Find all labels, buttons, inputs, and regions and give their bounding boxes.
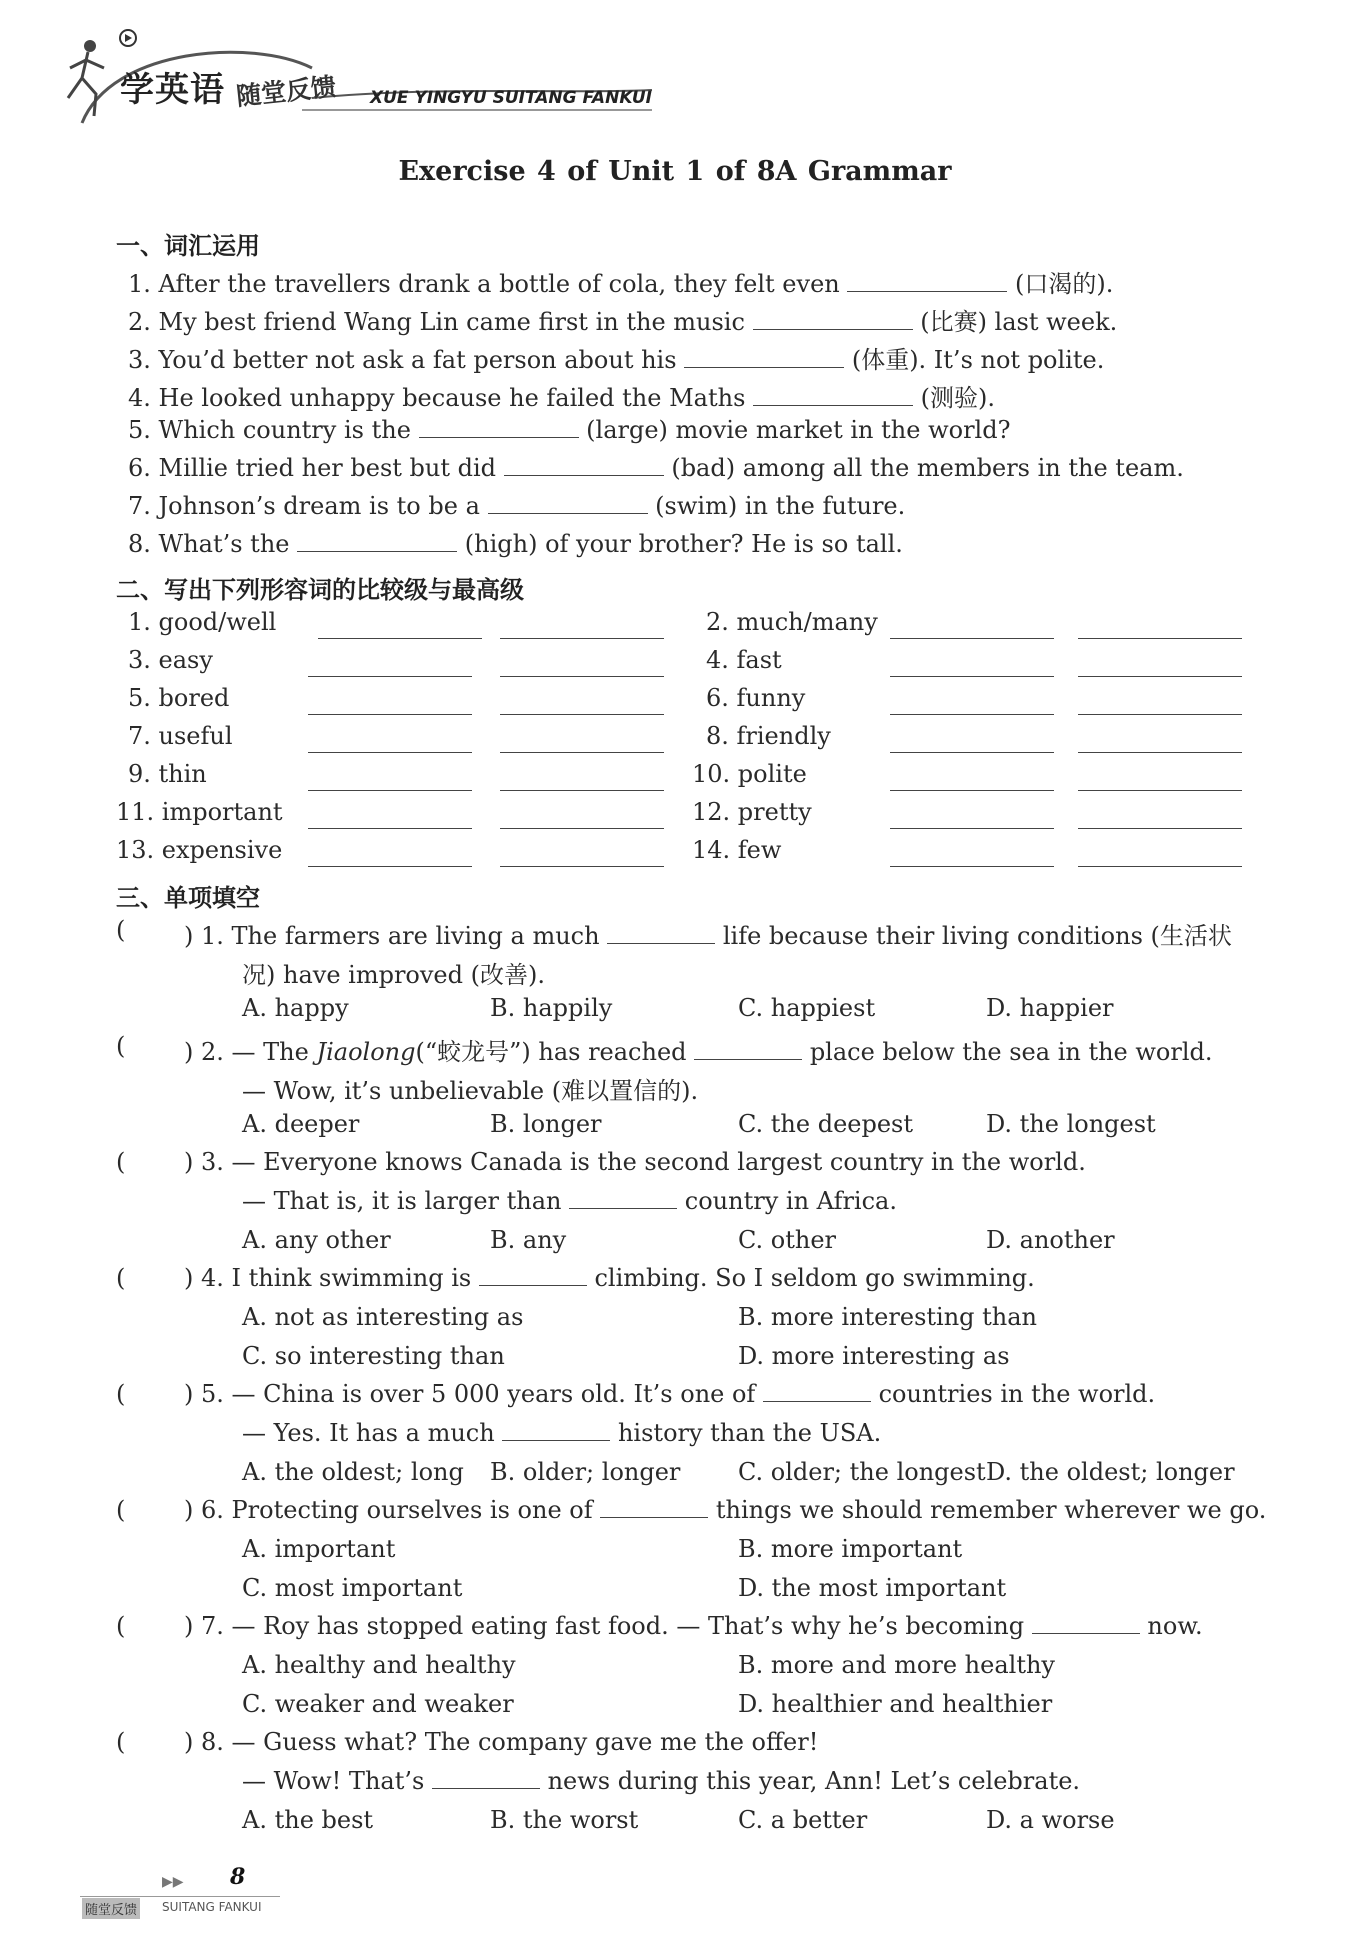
page-footer [80, 1862, 320, 1922]
option-b[interactable]: B. more and more healthy [738, 1651, 1055, 1679]
option-c[interactable]: C. so interesting than [242, 1342, 505, 1370]
answer-blank[interactable] [308, 827, 472, 829]
answer-paren[interactable]: ( [116, 916, 126, 944]
answer-blank[interactable] [763, 1381, 871, 1402]
option-d[interactable]: D. healthier and healthier [738, 1690, 1053, 1718]
vocab-item-4: 4. He looked unhappy because he failed the Maths (测验). [128, 384, 996, 412]
double-arrow-icon: ▶▶ [162, 1874, 184, 1890]
option-a[interactable]: A. any other [242, 1226, 391, 1254]
option-c[interactable]: C. happiest [738, 994, 876, 1022]
answer-blank[interactable] [694, 1039, 802, 1060]
answer-blank[interactable] [308, 789, 472, 791]
answer-blank[interactable] [500, 865, 664, 867]
answer-blank[interactable] [419, 417, 579, 438]
section3-heading: 三、单项填空 [116, 884, 260, 912]
answer-blank[interactable] [753, 309, 913, 330]
option-b[interactable]: B. the worst [490, 1806, 639, 1834]
page-title: Exercise 4 of Unit 1 of 8A Grammar [398, 156, 952, 187]
option-b[interactable]: B. any [490, 1226, 567, 1254]
vocab-item-3: 3. You’d better not ask a fat person about his (体重). It’s not polite. [128, 346, 1105, 374]
answer-blank[interactable] [890, 675, 1054, 677]
list-item: 14. few [692, 836, 782, 864]
page-number: 8 [230, 1864, 246, 1890]
answer-paren[interactable]: ( [116, 1496, 126, 1524]
option-c[interactable]: C. other [738, 1226, 836, 1254]
answer-blank[interactable] [1078, 675, 1242, 677]
option-b[interactable]: B. more important [738, 1535, 963, 1563]
list-item: 7. useful [128, 722, 233, 750]
option-c[interactable]: C. the deepest [738, 1110, 913, 1138]
answer-blank[interactable] [753, 385, 913, 406]
answer-blank[interactable] [847, 271, 1007, 292]
answer-blank[interactable] [1078, 713, 1242, 715]
answer-blank[interactable] [607, 923, 715, 944]
list-item: 12. pretty [692, 798, 812, 826]
footer-label-cn: 随堂反馈 [82, 1898, 140, 1919]
answer-paren[interactable]: ( [116, 1032, 126, 1060]
answer-blank[interactable] [684, 347, 844, 368]
section1-heading: 一、词汇运用 [116, 232, 260, 260]
header-logo [52, 28, 672, 128]
answer-blank[interactable] [1078, 789, 1242, 791]
answer-blank[interactable] [890, 827, 1054, 829]
answer-paren[interactable]: ( [116, 1380, 126, 1408]
option-a[interactable]: A. healthy and healthy [242, 1651, 516, 1679]
answer-blank[interactable] [1078, 865, 1242, 867]
footer-divider [80, 1896, 280, 1897]
option-b[interactable]: B. more interesting than [738, 1303, 1038, 1331]
option-c[interactable]: C. most important [242, 1574, 463, 1602]
option-b[interactable]: B. older; longer [490, 1458, 681, 1486]
vocab-item-5: 5. Which country is the (large) movie market in the world? [128, 416, 1011, 444]
vocab-item-7: 7. Johnson’s dream is to be a (swim) in the future. [128, 492, 906, 520]
answer-blank[interactable] [500, 827, 664, 829]
answer-blank[interactable] [500, 751, 664, 753]
header-title-cn: 学英语 [120, 70, 225, 110]
answer-blank[interactable] [1078, 637, 1242, 639]
answer-blank[interactable] [1078, 751, 1242, 753]
option-a[interactable]: A. deeper [242, 1110, 360, 1138]
option-a[interactable]: A. not as interesting as [242, 1303, 524, 1331]
answer-blank[interactable] [500, 675, 664, 677]
answer-blank[interactable] [500, 637, 664, 639]
answer-blank[interactable] [308, 865, 472, 867]
answer-paren[interactable]: ( [116, 1148, 126, 1176]
list-item: 4. fast [706, 646, 782, 674]
list-item: 13. expensive [116, 836, 283, 864]
option-d[interactable]: D. a worse [986, 1806, 1115, 1834]
vocab-item-6: 6. Millie tried her best but did (bad) among all the members in the team. [128, 454, 1184, 482]
list-item: 8. friendly [706, 722, 831, 750]
option-b[interactable]: B. longer [490, 1110, 602, 1138]
answer-blank[interactable] [890, 637, 1054, 639]
footer-label-en: SUITANG FANKUI [162, 1900, 262, 1914]
answer-blank[interactable] [890, 789, 1054, 791]
answer-blank[interactable] [500, 713, 664, 715]
list-item: 9. thin [128, 760, 207, 788]
section2-heading: 二、写出下列形容词的比较级与最高级 [116, 576, 524, 604]
answer-blank[interactable] [1032, 1613, 1140, 1634]
answer-blank[interactable] [432, 1768, 540, 1789]
option-a[interactable]: A. the oldest; long [242, 1458, 464, 1486]
answer-paren[interactable]: ( [116, 1728, 126, 1756]
answer-blank[interactable] [890, 865, 1054, 867]
option-d[interactable]: D. the longest [986, 1110, 1156, 1138]
option-c[interactable]: C. a better [738, 1806, 868, 1834]
list-item: 6. funny [706, 684, 806, 712]
answer-blank[interactable] [308, 675, 472, 677]
answer-blank[interactable] [1078, 827, 1242, 829]
list-item: 1. good/well [128, 608, 277, 636]
option-a[interactable]: A. the best [242, 1806, 374, 1834]
answer-blank[interactable] [308, 751, 472, 753]
answer-blank[interactable] [488, 493, 648, 514]
answer-blank[interactable] [600, 1497, 708, 1518]
option-d[interactable]: D. the most important [738, 1574, 1007, 1602]
option-c[interactable]: C. older; the longest [738, 1458, 986, 1486]
option-b[interactable]: B. happily [490, 994, 613, 1022]
option-a[interactable]: A. happy [242, 994, 349, 1022]
answer-blank[interactable] [308, 713, 472, 715]
list-item: 11. important [116, 798, 283, 826]
answer-blank[interactable] [479, 1265, 587, 1286]
option-c[interactable]: C. weaker and weaker [242, 1690, 514, 1718]
list-item: 10. polite [692, 760, 807, 788]
list-item: 3. easy [128, 646, 213, 674]
vocab-item-2: 2. My best friend Wang Lin came first in the music (比赛) last week. [128, 308, 1118, 336]
answer-paren[interactable]: ( [116, 1612, 126, 1640]
answer-blank[interactable] [504, 455, 664, 476]
option-d[interactable]: D. the oldest; longer [986, 1458, 1235, 1486]
list-item: 5. bored [128, 684, 230, 712]
answer-blank[interactable] [318, 637, 482, 639]
vocab-item-1: 1. After the travellers drank a bottle of cola, they felt even (口渴的). [128, 270, 1114, 298]
header-title-en: XUE YINGYU SUITANG FANKUI [370, 88, 653, 108]
option-d[interactable]: D. another [986, 1226, 1115, 1254]
answer-blank[interactable] [297, 531, 457, 552]
answer-paren[interactable]: ( [116, 1264, 126, 1292]
answer-blank[interactable] [890, 713, 1054, 715]
option-a[interactable]: A. important [242, 1535, 396, 1563]
answer-blank[interactable] [569, 1188, 677, 1209]
option-d[interactable]: D. happier [986, 994, 1114, 1022]
header-subtitle-cn: 随堂反馈 [234, 71, 338, 112]
vocab-item-8: 8. What’s the (high) of your brother? He is so tall. [128, 530, 903, 558]
answer-blank[interactable] [502, 1420, 610, 1441]
option-d[interactable]: D. more interesting as [738, 1342, 1010, 1370]
answer-blank[interactable] [500, 789, 664, 791]
list-item: 2. much/many [706, 608, 878, 636]
answer-blank[interactable] [890, 751, 1054, 753]
